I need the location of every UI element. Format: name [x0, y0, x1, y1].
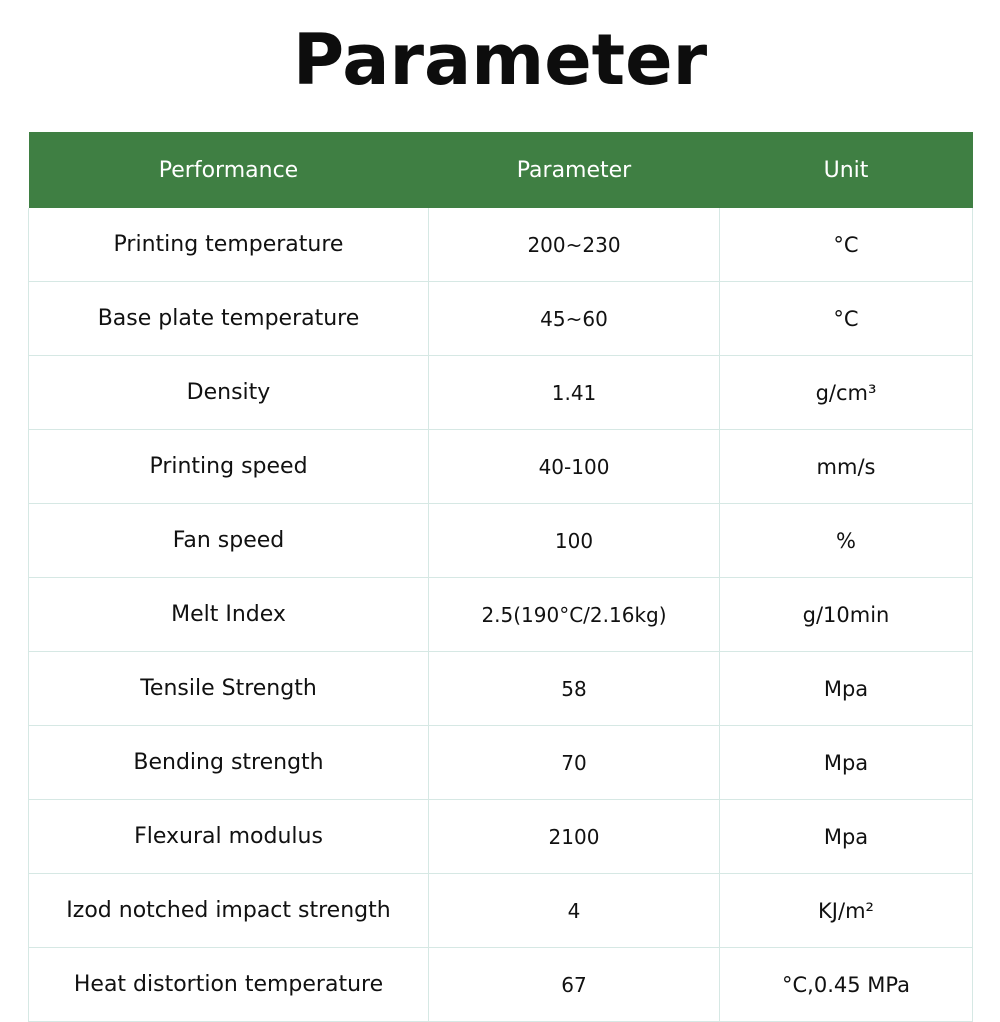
unit-cell: g/cm³ [720, 356, 973, 430]
table-row [29, 208, 973, 282]
table-row [29, 948, 973, 1022]
unit-cell: % [720, 504, 973, 578]
parameter-cell: 67 [429, 948, 720, 1022]
table-header [29, 132, 973, 208]
performance-cell: Printing speed [29, 430, 429, 504]
parameter-cell: 70 [429, 726, 720, 800]
parameter-cell: 58 [429, 652, 720, 726]
parameter-cell: 1.41 [429, 356, 720, 430]
table-row [29, 578, 973, 652]
table-body [29, 208, 973, 1022]
unit-cell: °C,0.45 MPa [720, 948, 973, 1022]
unit-cell: Mpa [720, 726, 973, 800]
parameter-cell: 2.5(190°C/2.16kg) [429, 578, 720, 652]
unit-cell: °C [720, 282, 973, 356]
performance-cell: Base plate temperature [29, 282, 429, 356]
unit-cell: mm/s [720, 430, 973, 504]
performance-cell: Heat distortion temperature [29, 948, 429, 1022]
unit-cell: °C [720, 208, 973, 282]
table-row [29, 282, 973, 356]
parameter-cell: 4 [429, 874, 720, 948]
parameter-cell: 40-100 [429, 430, 720, 504]
table-row [29, 726, 973, 800]
parameter-cell: 200~230 [429, 208, 720, 282]
table-header-row [29, 132, 973, 208]
header-unit: Unit [720, 132, 973, 208]
table-row [29, 874, 973, 948]
performance-cell: Fan speed [29, 504, 429, 578]
parameter-cell: 100 [429, 504, 720, 578]
performance-cell: Bending strength [29, 726, 429, 800]
parameter-table [28, 132, 973, 1022]
table-row [29, 800, 973, 874]
table-row [29, 356, 973, 430]
parameter-cell: 45~60 [429, 282, 720, 356]
page-title: Parameter [292, 19, 708, 101]
header-performance: Performance [29, 132, 429, 208]
performance-cell: Flexural modulus [29, 800, 429, 874]
table-row [29, 652, 973, 726]
unit-cell: KJ/m² [720, 874, 973, 948]
table-row [29, 504, 973, 578]
performance-cell: Tensile Strength [29, 652, 429, 726]
performance-cell: Density [29, 356, 429, 430]
unit-cell: g/10min [720, 578, 973, 652]
performance-cell: Printing temperature [29, 208, 429, 282]
header-parameter: Parameter [429, 132, 720, 208]
parameter-cell: 2100 [429, 800, 720, 874]
unit-cell: Mpa [720, 800, 973, 874]
unit-cell: Mpa [720, 652, 973, 726]
table-row [29, 430, 973, 504]
performance-cell: Melt Index [29, 578, 429, 652]
performance-cell: Izod notched impact strength [29, 874, 429, 948]
